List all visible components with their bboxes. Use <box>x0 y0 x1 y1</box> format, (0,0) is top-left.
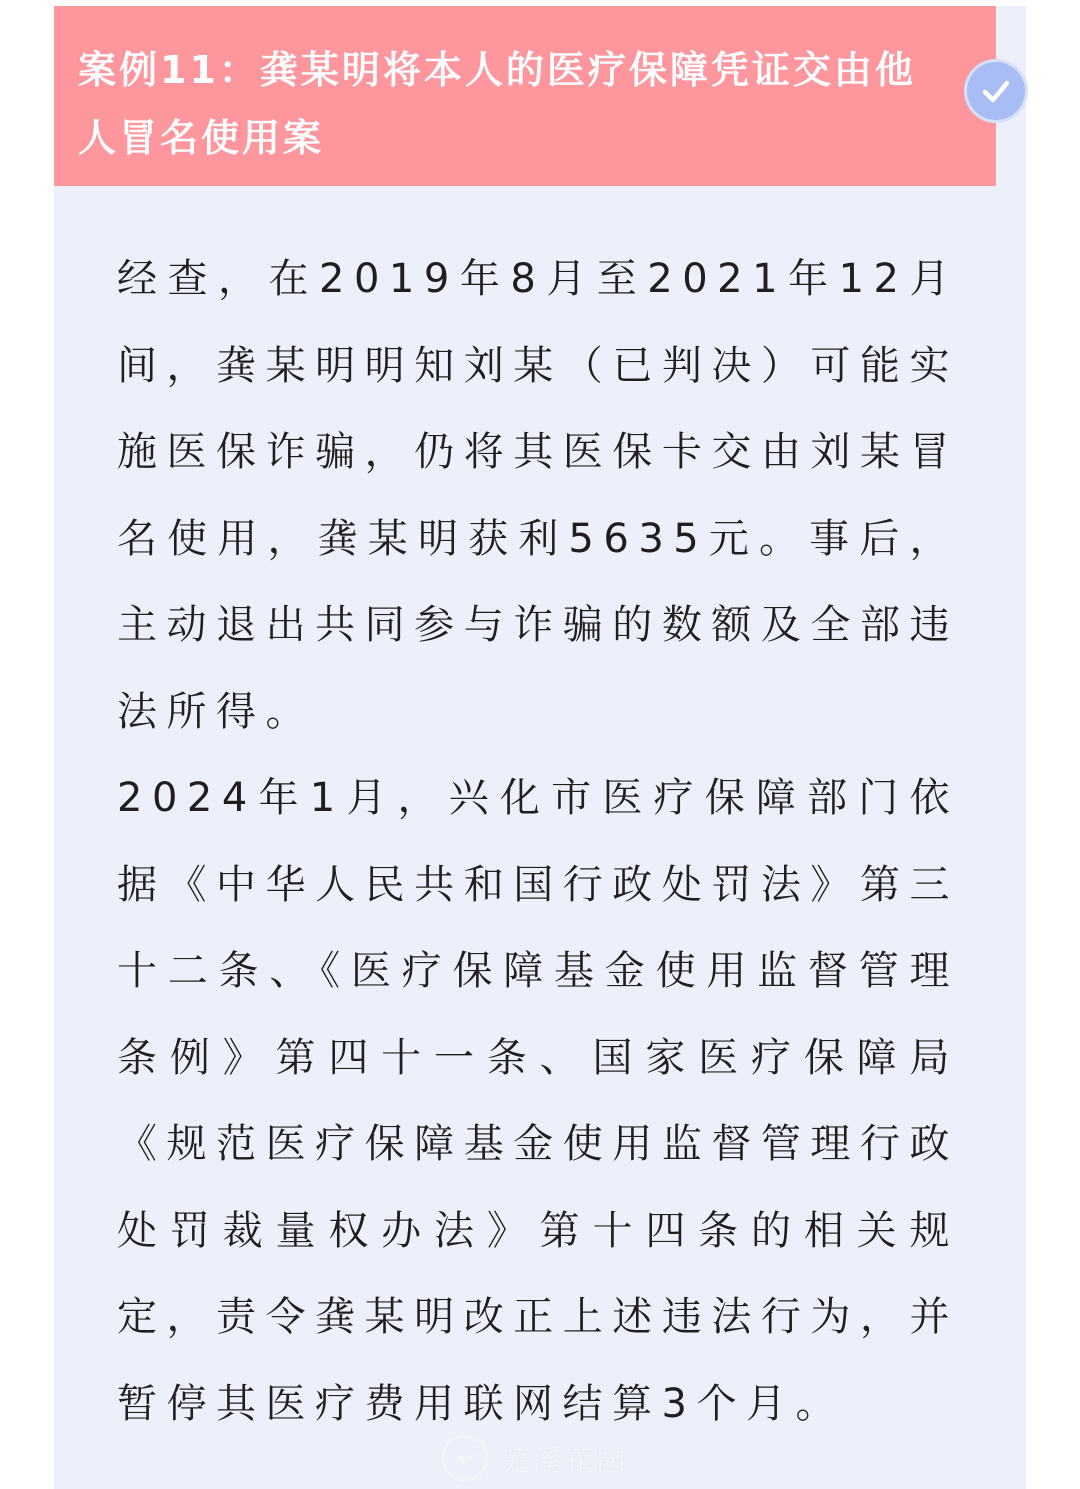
case-paragraph-findings: 经查，在2019年8月至2021年12月间，龚某明明知刘某（已判决）可能实施医保诈骗，仍将其医保卡交由刘某冒名使用，龚某明获利5635元。事后，主动退出共同参与诈骗的数额及全部违法所得。 <box>117 256 959 735</box>
watermark <box>440 1432 628 1484</box>
check-badge <box>967 62 1025 120</box>
case-body <box>117 236 959 1447</box>
case-title: 案例11：龚某明将本人的医疗保障凭证交由他人冒名使用案 <box>78 48 916 160</box>
watermark-text: 芜溪花园 <box>500 1444 628 1479</box>
checkmark-icon <box>979 74 1013 108</box>
flower-logo-icon <box>440 1433 490 1483</box>
case-paragraph-penalty: 2024年1月，兴化市医疗保障部门依据《中华人民共和国行政处罚法》第三十二条、《医疗保障基金使用监督管理条例》第四十一条、国家医疗保障局《规范医疗保障基金使用监督管理行政处罚裁量权办法》第十四条的相关规定，责令龚某明改正上述违法行为，并暂停其医疗费用联网结算3个月。 <box>117 775 959 1427</box>
case-title-bar <box>54 6 996 186</box>
